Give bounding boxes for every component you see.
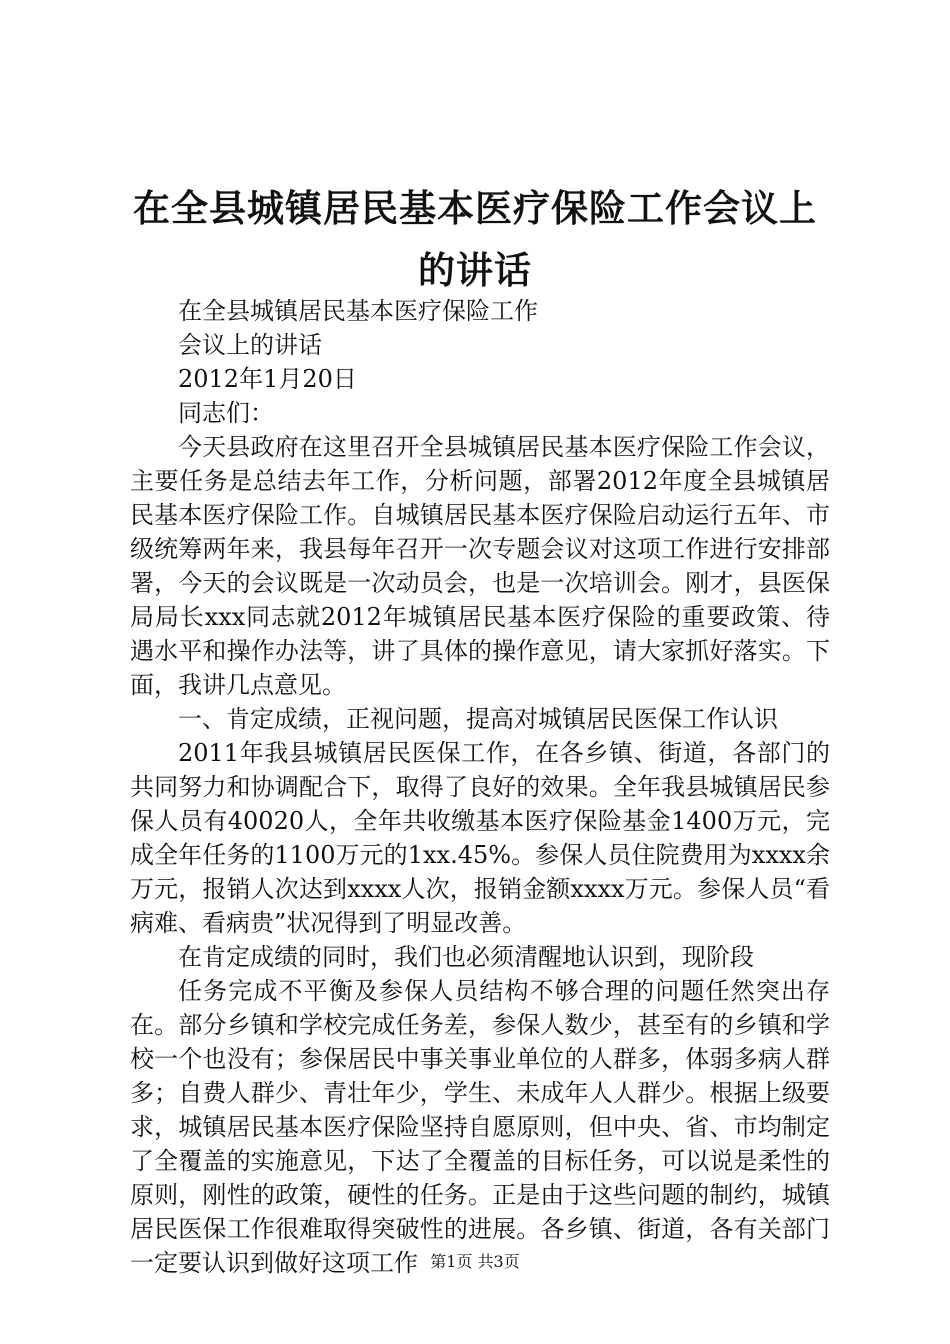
paragraph: 会议上的讲话 [178, 331, 322, 359]
paragraph: 任务完成不平衡及参保人员结构不够合理的问题任然突出存在。部分乡镇和学校完成任务差，参保人数少，甚至有的乡镇和学校一个也没有；参保居民中事关事业单位的人群多，体弱多病人群多；自费人群少、青壮年少，学生、未成年人人群少。根据上级要求，城镇居民基本医疗保险坚持自愿原则，但中央、省、市均制定了全覆盖的实施意见，下达了全覆盖的目标任务，可以说是柔性的原则，刚性的政策，硬性的任务。正是由于这些问题的制约，城镇居民医保工作很难取得突破性的进展。各乡镇、街道，各有关部门一定要认识到做好这项工作 [130, 977, 830, 1277]
paragraph: 在肯定成绩的同时，我们也必须清醒地认识到，现阶段 [178, 943, 754, 971]
document-title: 在全县城镇居民基本医疗保险工作会议上的讲话 [133, 187, 817, 292]
page-footer: 第1页 共3页 [430, 1252, 520, 1271]
paragraph: 2011年我县城镇居民医保工作，在各乡镇、街道，各部门的共同努力和协调配合下，取得了良好的效果。全年我县城镇居民参保人员有40020人，全年共收缴基本医疗保险基金1400万元，完成全年任务的1100万元的1xx.45%。参保人员住院费用为xxxx余万元，报销人次达到xxxx人次，报销金额xxxx万元。参保人员“看病难、看病贵”状况得到了明显改善。 [130, 739, 830, 937]
paragraph: 在全县城镇居民基本医疗保险工作 [178, 297, 538, 325]
paragraph: 一、肯定成绩，正视问题，提高对城镇居民医保工作认识 [178, 705, 778, 733]
paragraph: 同志们： [178, 399, 274, 427]
paragraph: 2012年1月20日 [178, 365, 357, 393]
paragraph: 今天县政府在这里召开全县城镇居民基本医疗保险工作会议，主要任务是总结去年工作，分析问题，部署2012年度全县城镇居民基本医疗保险工作。自城镇居民基本医疗保险启动运行五年、市级统筹两年来，我县每年召开一次专题会议对这项工作进行安排部署，今天的会议既是一次动员会，也是一次培训会。刚才，县医保局局长xxx同志就2012年城镇居民基本医疗保险的重要政策、待遇水平和操作办法等，讲了具体的操作意见，请大家抓好落实。下面，我讲几点意见。 [130, 433, 830, 699]
document-body [130, 294, 830, 1280]
